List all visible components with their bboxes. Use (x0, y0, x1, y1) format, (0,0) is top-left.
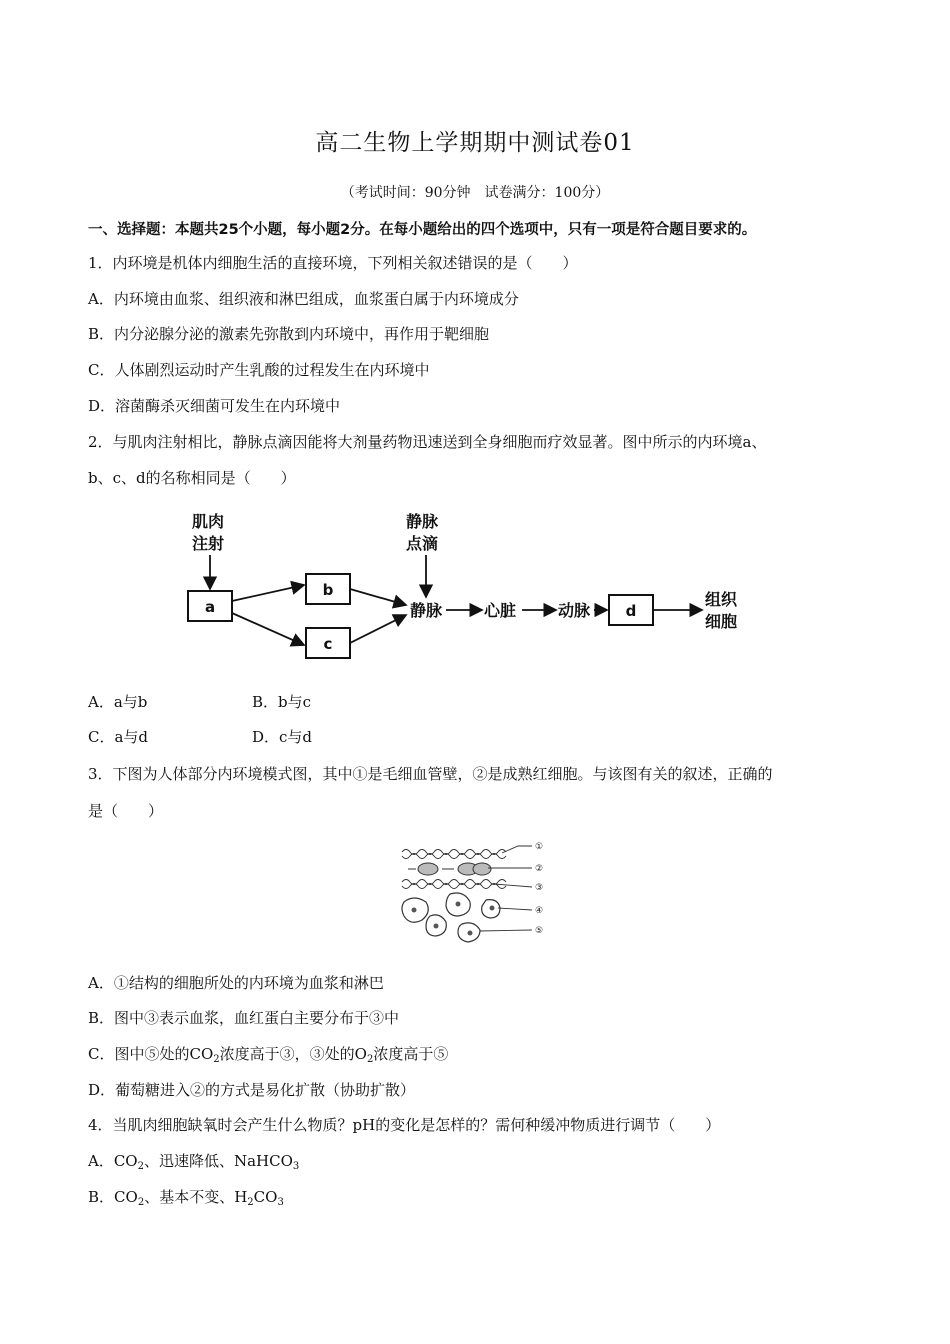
q4-b-sub2: 2 (247, 1197, 254, 1208)
q1-option-d: D．溶菌酶杀灭细菌可发生在内环境中 (88, 397, 341, 415)
label-injection-2: 注射 (192, 534, 225, 553)
box-a-label: a (204, 598, 216, 616)
label-4: ④ (535, 906, 544, 916)
label-1: ① (535, 842, 544, 852)
q3-option-a: A．①结构的细胞所处的内环境为血浆和淋巴 (88, 974, 384, 992)
box-d-label: d (625, 602, 637, 620)
q2-stem-line2: b、c、d的名称相同是（ ） (88, 469, 296, 487)
section-heading: 一、选择题：本题共25个小题，每小题2分。在每小题给出的四个选项中，只有一项是符合题目要求的。 (88, 222, 757, 238)
q4-stem: 4．当肌肉细胞缺氧时会产生什么物质？pH的变化是怎样的？需何种缓冲物质进行调节（ ） (88, 1116, 721, 1134)
label-2: ② (535, 864, 544, 874)
label-vein: 静脉 (410, 601, 443, 620)
q1-option-c: C．人体剧烈运动时产生乳酸的过程发生在内环境中 (88, 361, 430, 379)
q4-a-sub1: 2 (137, 1161, 144, 1172)
box-c-label: c (323, 635, 333, 653)
q3-stem-line1: 3．下图为人体部分内环境模式图，其中①是毛细血管壁，②是成熟红细胞。与该图有关的叙述，正确的 (88, 765, 773, 783)
q4-b-part1: B．CO (88, 1188, 138, 1206)
q2-stem-line1: 2．与肌肉注射相比，静脉点滴因能将大剂量药物迅速送到全身细胞而疗效显著。图中所示的内环境a、 (88, 433, 767, 451)
q4-b-part2: 、基本不变、H (144, 1188, 248, 1206)
q4-a-sub2: 3 (292, 1161, 300, 1172)
q4-option-b (88, 1186, 284, 1208)
label-tissue-1: 组织 (705, 590, 738, 609)
label-artery: 动脉 (558, 601, 591, 620)
q3-c-part3: 浓度高于⑤ (373, 1045, 449, 1063)
q2-option-c: C．a与d (88, 728, 149, 746)
exam-info: （考试时间：90分钟 试卷满分：100分） (340, 185, 610, 201)
label-3: ③ (535, 883, 544, 893)
q4-a-part1: A．CO (88, 1152, 138, 1170)
label-injection-1: 肌肉 (192, 512, 225, 531)
q4-option-a (88, 1150, 299, 1172)
label-drip-2: 点滴 (406, 534, 439, 553)
label-drip-1: 静脉 (406, 512, 439, 531)
q4-b-sub1: 2 (137, 1197, 145, 1208)
q3-option-d: D．葡萄糖进入②的方式是易化扩散（协助扩散） (88, 1081, 416, 1099)
q2-option-b: B．b与c (252, 693, 312, 711)
q4-a-part2: 、迅速降低、NaHCO (143, 1152, 293, 1170)
q2-option-a: A．a与b (88, 693, 148, 711)
label-heart: 心脏 (484, 601, 517, 620)
q1-option-a: A．内环境由血浆、组织液和淋巴组成，血浆蛋白属于内环境成分 (88, 290, 519, 308)
q1-option-b: B．内分泌腺分泌的激素先弥散到内环境中，再作用于靶细胞 (88, 325, 490, 343)
q1-stem: 1．内环境是机体内细胞生活的直接环境，下列相关叙述错误的是（ ） (88, 254, 578, 272)
q3-c-sub1: 2 (213, 1054, 220, 1065)
q3-stem-line2: 是（ ） (88, 802, 164, 820)
q3-c-part2: 浓度高于③，③处的O (219, 1045, 367, 1063)
q2-diagram (180, 505, 760, 670)
q3-option-c (88, 1043, 448, 1065)
q4-b-sub3: 3 (277, 1197, 284, 1208)
q3-option-b: B．图中③表示血浆，血红蛋白主要分布于③中 (88, 1009, 400, 1027)
q3-c-part1: C．图中⑤处的CO (88, 1045, 214, 1063)
q3-diagram (398, 838, 550, 950)
q4-b-part3: CO (253, 1188, 278, 1206)
page-title: 高二生物上学期期中测试卷01 (315, 130, 635, 156)
q2-option-d: D．c与d (252, 728, 313, 746)
box-b-label: b (322, 581, 334, 599)
label-5: ⑤ (535, 926, 544, 936)
q3-c-sub2: 2 (366, 1054, 374, 1065)
label-tissue-2: 细胞 (705, 612, 738, 631)
